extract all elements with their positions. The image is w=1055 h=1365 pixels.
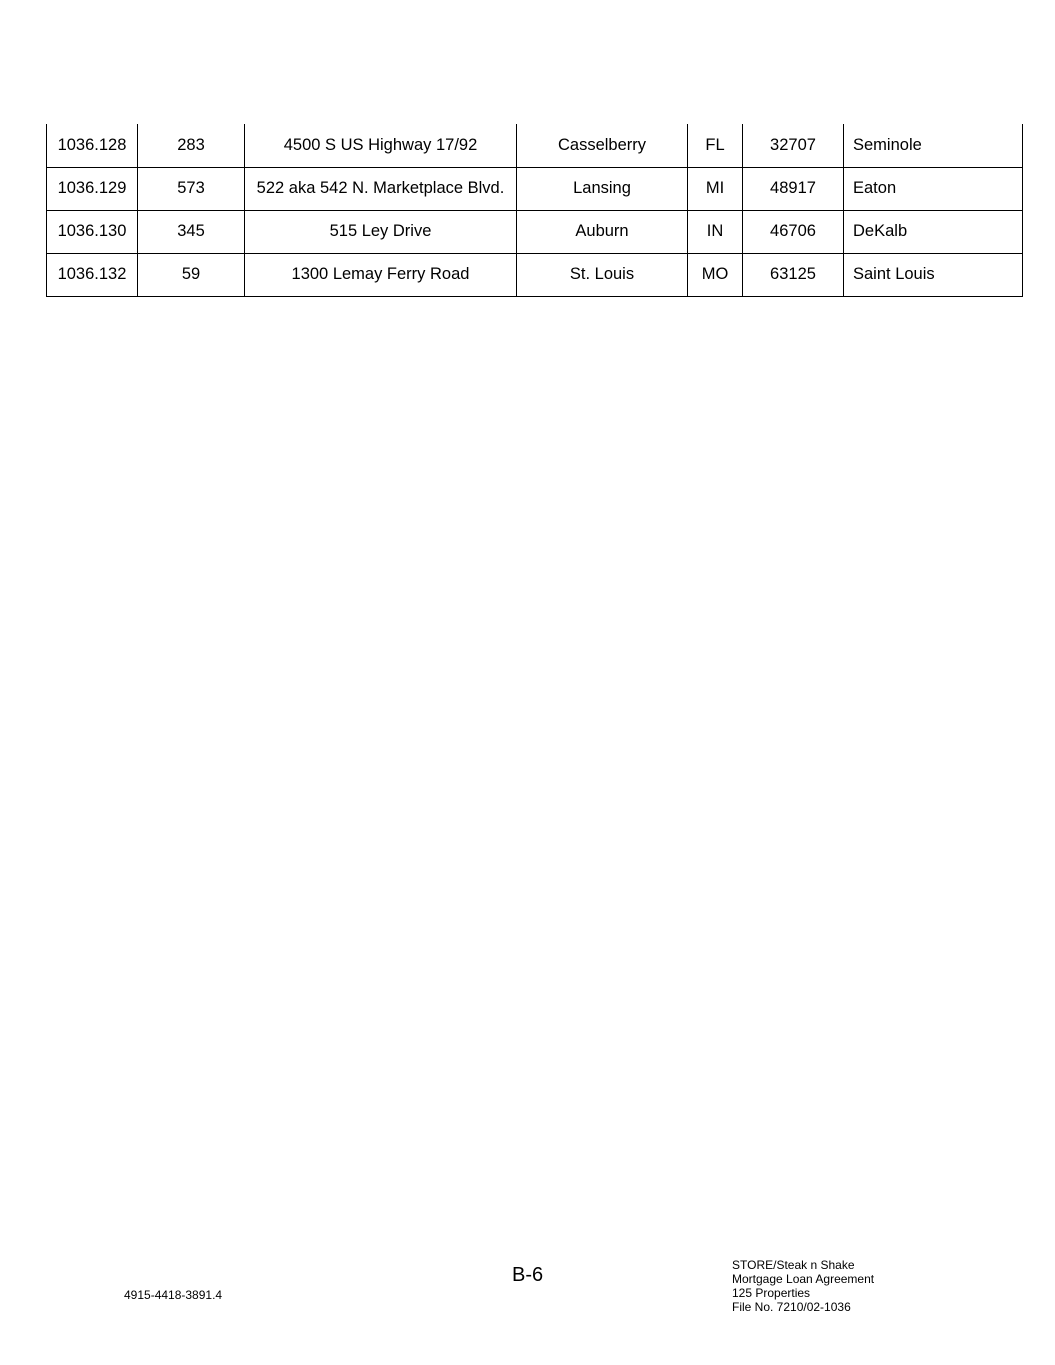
city-cell: Lansing [517, 167, 688, 210]
city-cell: Auburn [517, 210, 688, 253]
state-cell: FL [688, 124, 743, 167]
zip-cell: 63125 [743, 253, 844, 296]
store-number-cell: 283 [138, 124, 245, 167]
footer-info [732, 1258, 874, 1314]
county-cell: Eaton [844, 167, 1023, 210]
zip-cell: 48917 [743, 167, 844, 210]
footer-info-line: Mortgage Loan Agreement [732, 1272, 875, 1286]
property-id-cell: 1036.132 [47, 253, 138, 296]
address-cell: 4500 S US Highway 17/92 [245, 124, 517, 167]
table-row [47, 167, 1023, 210]
store-number-cell: 59 [138, 253, 245, 296]
address-cell: 1300 Lemay Ferry Road [245, 253, 517, 296]
city-cell: St. Louis [517, 253, 688, 296]
zip-cell: 32707 [743, 124, 844, 167]
state-cell: IN [688, 210, 743, 253]
footer-info-line: File No. 7210/02-1036 [732, 1300, 851, 1314]
store-number-cell: 345 [138, 210, 245, 253]
page-number: B-6 [512, 1264, 544, 1286]
address-cell: 515 Ley Drive [245, 210, 517, 253]
city-cell: Casselberry [517, 124, 688, 167]
store-number-cell: 573 [138, 167, 245, 210]
property-id-cell: 1036.130 [47, 210, 138, 253]
footer-info-line: 125 Properties [732, 1286, 811, 1300]
property-id-cell: 1036.129 [47, 167, 138, 210]
zip-cell: 46706 [743, 210, 844, 253]
county-cell: DeKalb [844, 210, 1023, 253]
county-cell: Seminole [844, 124, 1023, 167]
address-cell: 522 aka 542 N. Marketplace Blvd. [245, 167, 517, 210]
table-row [47, 124, 1023, 167]
document-id: 4915-4418-3891.4 [124, 1288, 223, 1302]
footer-info-line: STORE/Steak n Shake [732, 1258, 855, 1272]
state-cell: MO [688, 253, 743, 296]
table-row [47, 253, 1023, 296]
properties-table [46, 124, 1023, 297]
property-id-cell: 1036.128 [47, 124, 138, 167]
county-cell: Saint Louis [844, 253, 1023, 296]
state-cell: MI [688, 167, 743, 210]
table-row [47, 210, 1023, 253]
